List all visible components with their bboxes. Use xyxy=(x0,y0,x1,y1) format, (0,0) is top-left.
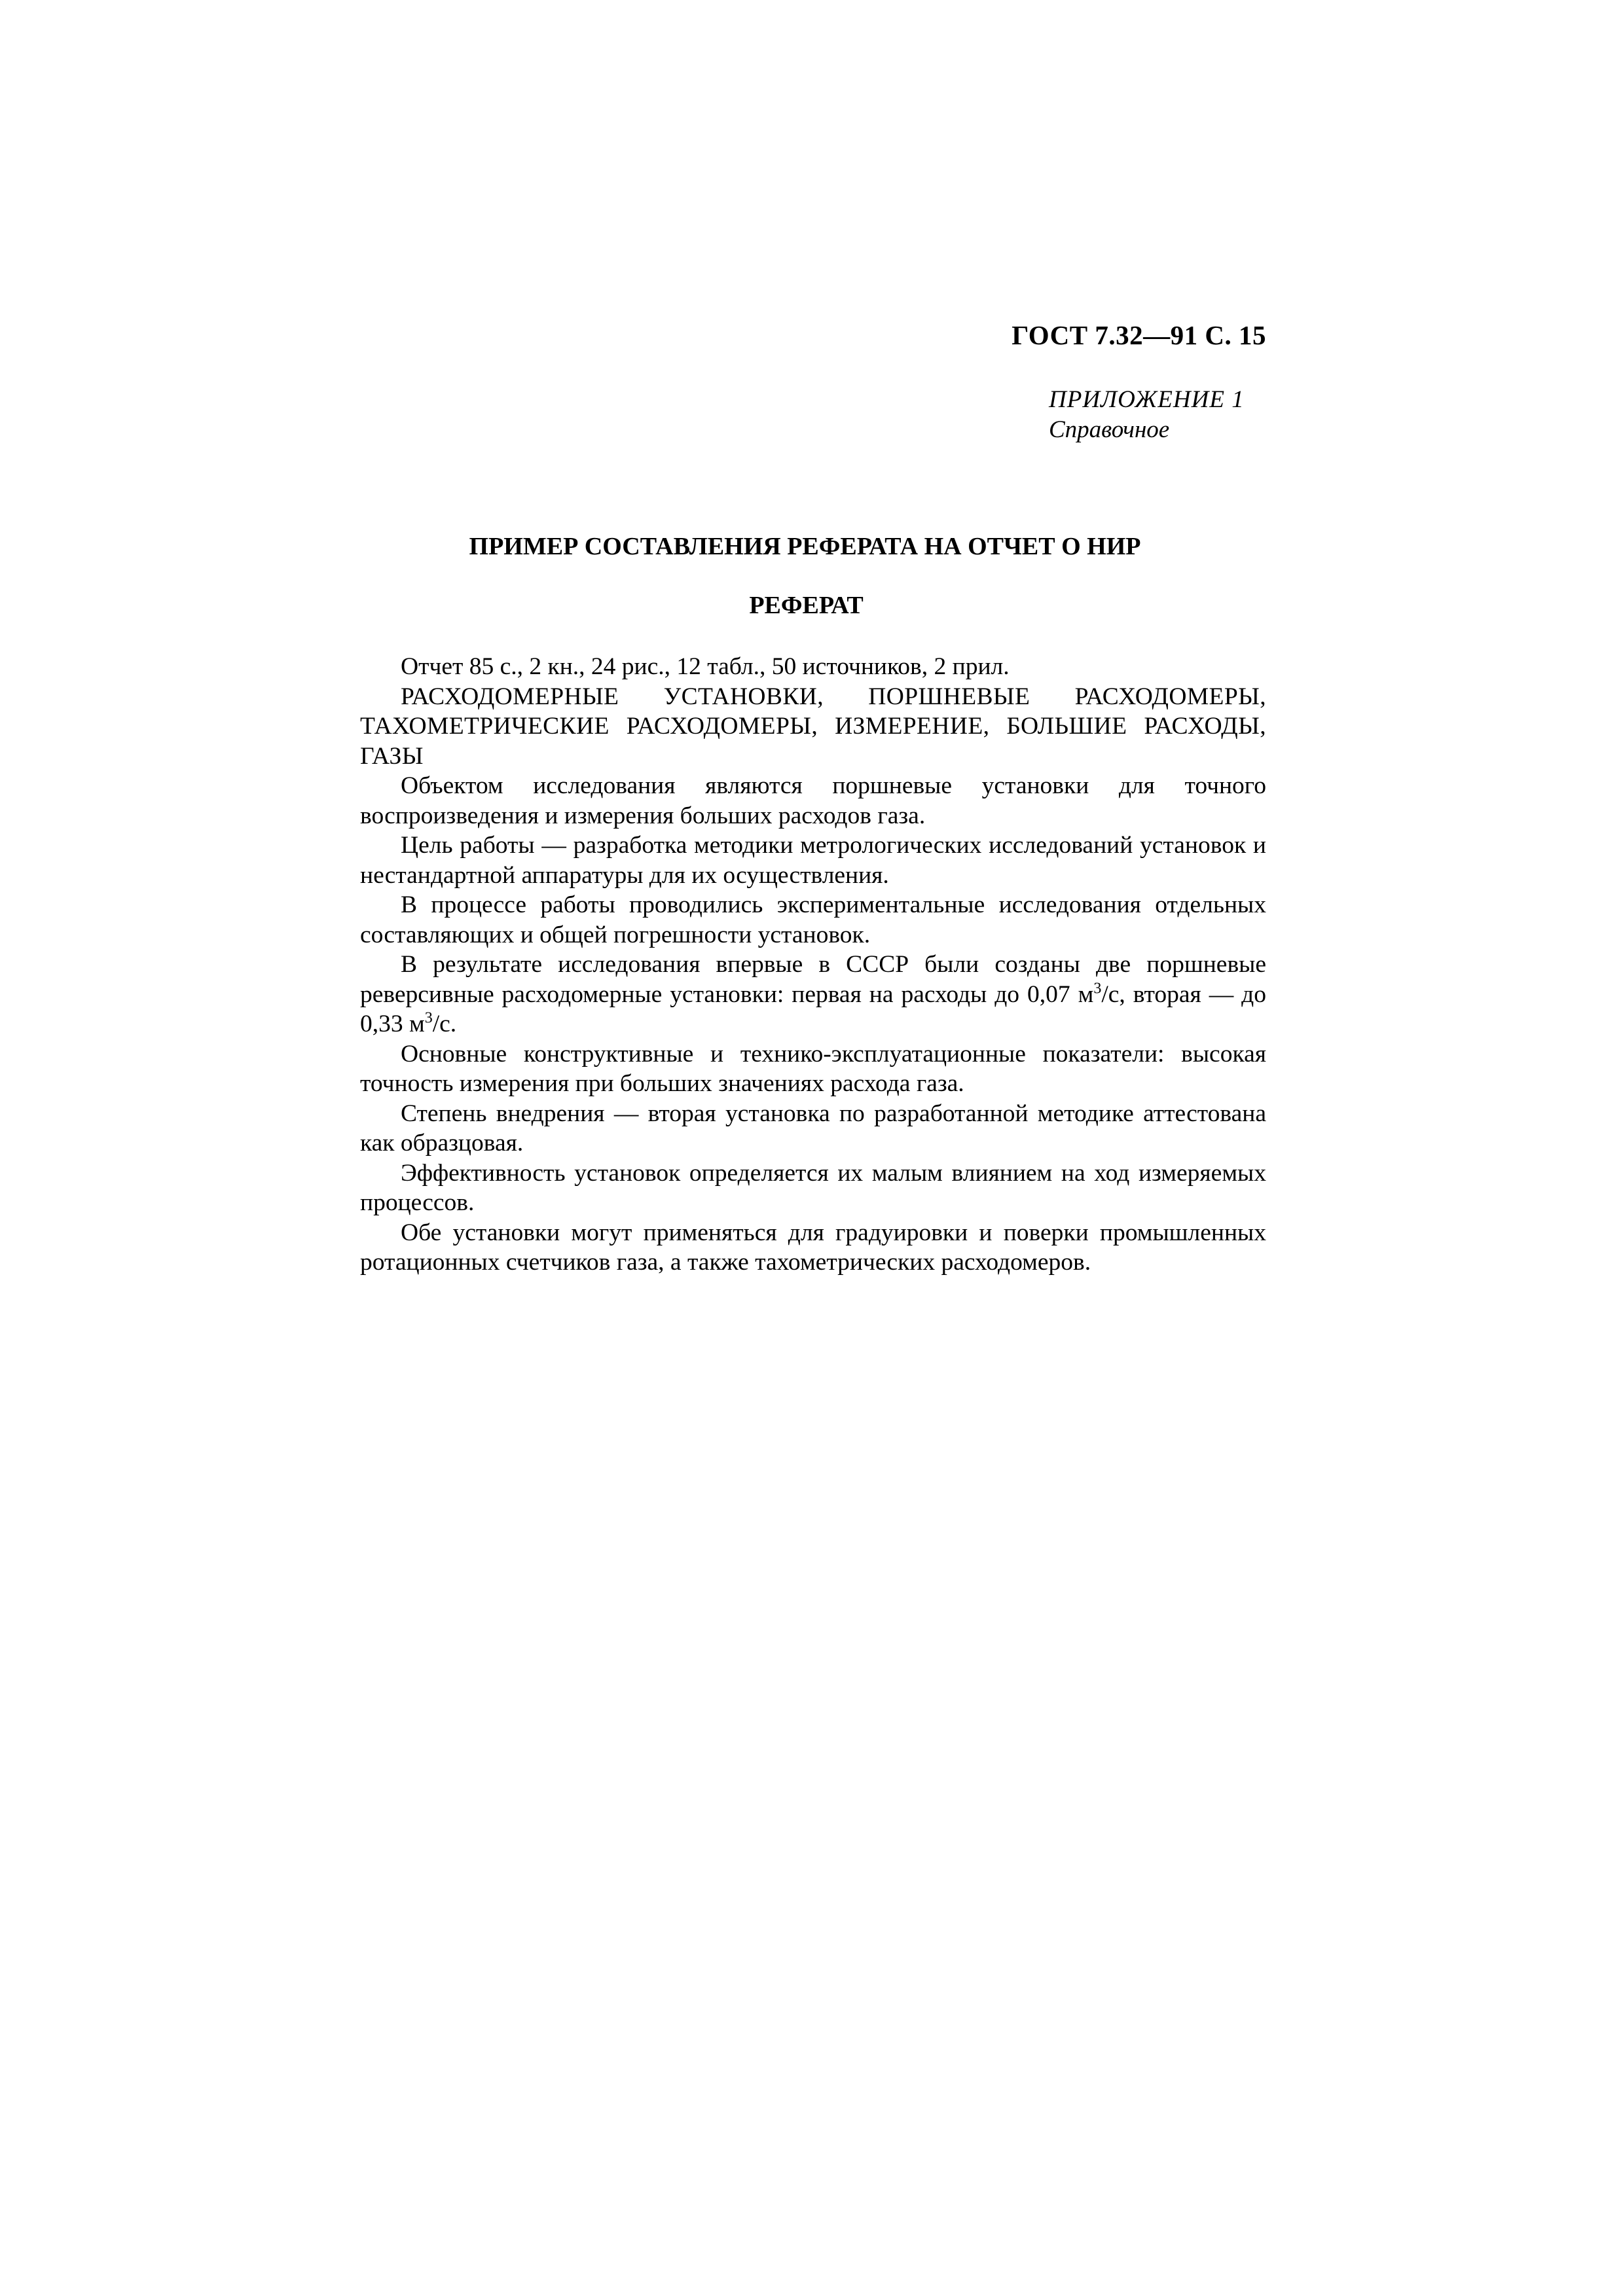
appendix-type: Справочное xyxy=(1049,416,1170,443)
page-title: ПРИМЕР СОСТАВЛЕНИЯ РЕФЕРАТА НА ОТЧЕТ О НИР xyxy=(469,533,1141,560)
result-text-3: /с. xyxy=(432,1011,457,1037)
result-text-2: /с, вторая — до 0,33 м xyxy=(360,980,1266,1037)
research-object: Объектом исследования являются поршневые установки для точного воспроизведения и измерения больших расходов газа. xyxy=(360,772,1266,829)
document-code: ГОСТ 7.32—91 С. 15 xyxy=(1012,320,1266,350)
key-indicators: Основные конструктивные и технико-эксплуатационные показатели: высокая точность измерения при больших значениях расхода газа. xyxy=(360,1040,1266,1097)
result-text-1: В результате исследования впервые в СССР были созданы две поршневые реверсивные расходомерные установки: первая на расходы до 0,07 м xyxy=(360,951,1266,1008)
section-title: РЕФЕРАТ xyxy=(749,592,864,619)
application-area: Обе установки могут применяться для градуировки и поверки промышленных ротационных счетчиков газа, а также тахометрических расходомеров. xyxy=(360,1219,1266,1276)
page-header xyxy=(1012,319,1266,351)
efficiency: Эффективность установок определяется их малым влиянием на ход измеряемых процессов. xyxy=(360,1159,1266,1216)
superscript-2: 3 xyxy=(424,1009,433,1027)
keywords: РАСХОДОМЕРНЫЕ УСТАНОВКИ, ПОРШНЕВЫЕ РАСХОДОМЕРЫ, ТАХОМЕТРИЧЕСКИЕ РАСХОДОМЕРЫ, ИЗМЕРЕНИЕ, БОЛЬШИЕ РАСХОДЫ, ГАЗЫ xyxy=(360,683,1266,770)
report-stats: Отчет 85 с., 2 кн., 24 рис., 12 табл., 50 источников, 2 прил. xyxy=(401,653,1010,680)
research-result xyxy=(360,950,1266,1039)
research-process: В процессе работы проводились экспериментальные исследования отдельных составляющих и общей погрешности установок. xyxy=(360,891,1266,948)
abstract-body xyxy=(360,652,1266,1278)
research-goal: Цель работы — разработка методики метрологических исследований установок и нестандартной аппаратуры для их осуществления. xyxy=(360,832,1266,889)
appendix-block xyxy=(1049,385,1245,445)
appendix-label: ПРИЛОЖЕНИЕ 1 xyxy=(1049,386,1245,413)
superscript-1: 3 xyxy=(1093,980,1102,997)
implementation-degree: Степень внедрения — вторая установка по разработанной методике аттестована как образцовая. xyxy=(360,1100,1266,1157)
